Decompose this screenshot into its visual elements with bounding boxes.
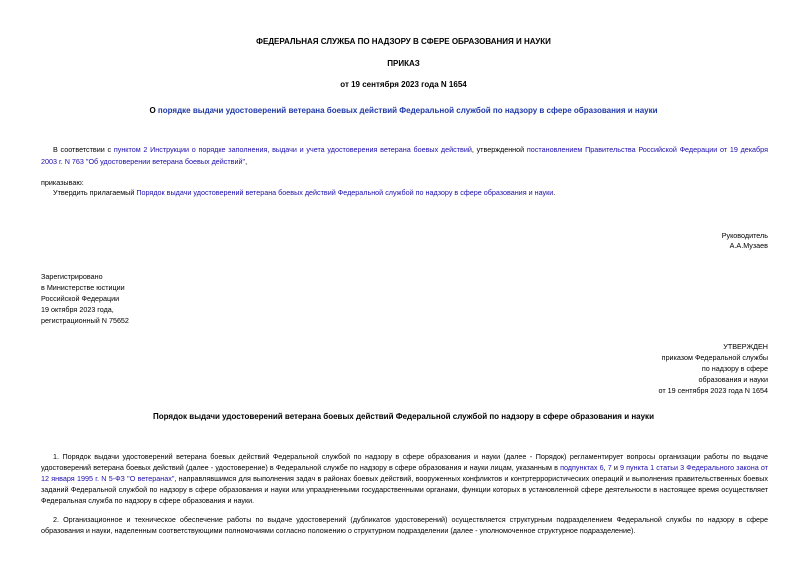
signature bbox=[722, 231, 768, 251]
signature-name: А.А.Музаев bbox=[729, 241, 768, 250]
veterans-law-link[interactable]: Федерального закона от 12 января 1995 г. N 5-ФЗ "О ветеранах" bbox=[41, 463, 769, 483]
subject-link[interactable]: порядке выдачи удостоверений ветерана боевых действий Федеральной службой по надзору в сфере образования и науки bbox=[157, 106, 658, 115]
preamble-text: , bbox=[245, 157, 248, 166]
paragraph-text: 1. Порядок выдачи удостоверений ветерана боевых действий Федеральной службой по надзору в сфере образования и науки (далее - Порядок) регламентирует вопросы организации работы по выдаче удостоверений ветерана боевых действий (далее - удостоверение) в Федеральной службе по надзору в сфере образования и науки лицам, указанным в bbox=[41, 452, 768, 472]
procedure-paragraph-1 bbox=[41, 451, 768, 506]
registration-line: регистрационный N 75652 bbox=[41, 316, 129, 325]
instruction-link[interactable]: пунктом 2 Инструкции о порядке заполнения, выдачи и учета удостоверения ветерана боевых действий bbox=[113, 145, 472, 154]
registration-line: Российской Федерации bbox=[41, 294, 120, 303]
order-label: приказываю: bbox=[41, 178, 84, 187]
approval-line: от 19 сентября 2023 года N 1654 bbox=[658, 386, 768, 395]
preamble-text: В соответствии с bbox=[53, 145, 114, 154]
procedure-paragraph-2: 2. Организационное и техническое обеспечение работы по выдаче удостоверений (дубликатов удостоверений) осуществляется структурным подразделением Федеральной службы по надзору в сфере образования и науки, наделенным соответствующими полномочиями согласно положению о структурном подразделении (далее - уполномоченное структурное подразделение). bbox=[41, 515, 768, 535]
government-decree-link[interactable]: постановлением Правительства Российской Федерации от 19 декабря 2003 г. N 763 "Об удостоверении ветерана боевых действий" bbox=[41, 145, 768, 166]
order-text-part: Утвердить прилагаемый bbox=[53, 188, 137, 197]
approval-line: образования и науки bbox=[698, 375, 768, 384]
procedure-link[interactable]: Порядок выдачи удостоверений ветерана боевых действий Федеральной службой по надзору в сфере образования и науки bbox=[136, 188, 554, 197]
signature-title: Руководитель bbox=[721, 231, 768, 240]
subparagraph-6-link[interactable]: подпунктах 6 bbox=[560, 463, 604, 472]
paragraph-text: , bbox=[603, 463, 608, 472]
doc-type: ПРИКАЗ bbox=[387, 59, 420, 68]
article-3-link[interactable]: 9 пункта 1 статьи 3 bbox=[620, 463, 685, 472]
registration-line: в Министерстве юстиции bbox=[41, 283, 125, 292]
preamble-text: , утвержденной bbox=[471, 145, 527, 154]
registration-line: Зарегистрировано bbox=[41, 272, 103, 281]
approval-line: по надзору в сфере bbox=[701, 364, 768, 373]
doc-date-number: от 19 сентября 2023 года N 1654 bbox=[340, 80, 467, 89]
approval-block bbox=[659, 341, 768, 396]
order-text bbox=[53, 188, 555, 197]
approval-line: приказом Федеральной службы bbox=[661, 353, 768, 362]
approval-line: УТВЕРЖДЕН bbox=[723, 342, 768, 351]
paragraph-text: , направлявшимся для выполнения задач в районах боевых действий, вооруженных конфликтов и контртеррористических операций и выполнения правительственных боевых заданий Федеральной службой по надзору в сфере образования и науки или упраздненными государственными органами, функции которых в установленной сфере деятельности в настоящее время осуществляет Федеральная служба по надзору в сфере образования и науки. bbox=[41, 474, 768, 505]
subject-prefix: О bbox=[149, 106, 158, 115]
subparagraph-7-link[interactable]: 7 bbox=[607, 463, 612, 472]
order-text-part: . bbox=[553, 188, 556, 197]
agency-title: ФЕДЕРАЛЬНАЯ СЛУЖБА ПО НАДЗОРУ В СФЕРЕ ОБРАЗОВАНИЯ И НАУКИ bbox=[256, 37, 551, 46]
preamble bbox=[41, 144, 768, 168]
procedure-title: Порядок выдачи удостоверений ветерана боевых действий Федеральной службой по надзору в сфере образования и науки bbox=[153, 412, 654, 421]
paragraph-text: и bbox=[611, 463, 621, 472]
registration-block bbox=[41, 271, 129, 326]
doc-subject bbox=[0, 106, 807, 115]
registration-line: 19 октября 2023 года, bbox=[41, 305, 114, 314]
